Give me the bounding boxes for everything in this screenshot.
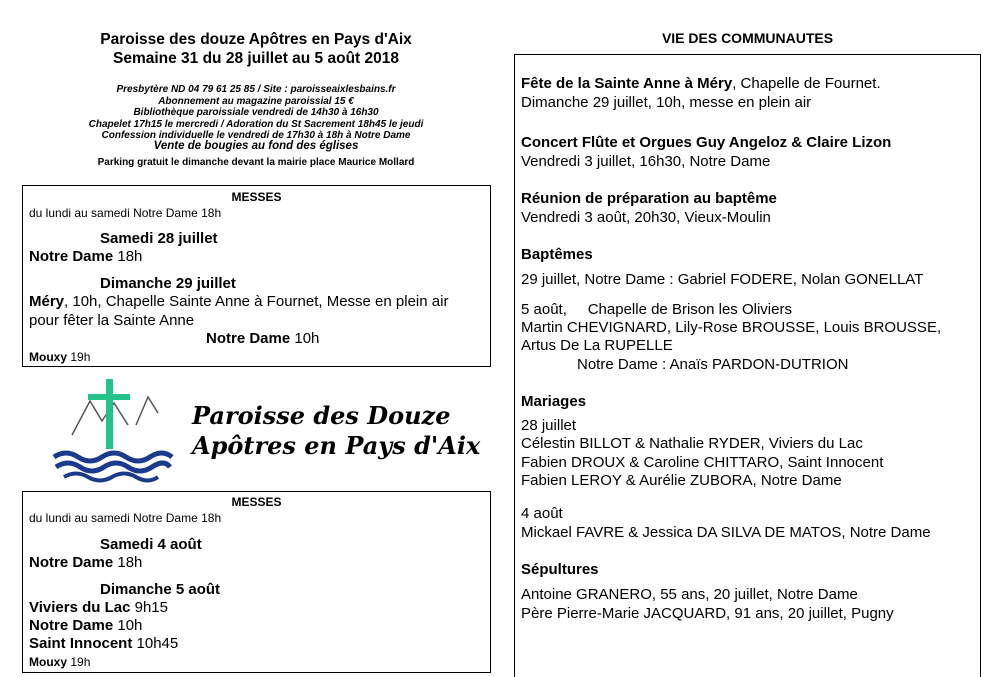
mouxy-place: Mouxy [29, 350, 68, 364]
saint-innocent-time: 10h45 [132, 635, 179, 652]
bapt-line-4: Artus De La RUPELLE [521, 337, 673, 354]
reunion-title: Réunion de préparation au baptême [521, 190, 777, 207]
fete-detail: Dimanche 29 juillet, 10h, messe en plein air [521, 94, 812, 111]
sep-line-1: Antoine GRANERO, 55 ans, 20 juillet, Notre Dame [521, 586, 858, 603]
mery-mass [29, 293, 448, 310]
fete-title: Fête de la Sainte Anne à Méry [521, 75, 733, 92]
mery-place: Méry [29, 293, 65, 310]
bapt-line-3: Martin CHEVIGNARD, Lily-Rose BROUSSE, Louis BROUSSE, [521, 319, 942, 336]
nd-time-2: 10h [113, 617, 143, 634]
mar-line-6: Mickael FAVRE & Jessica DA SILVA DE MATOS, Notre Dame [521, 524, 931, 541]
mouxy-mass [29, 350, 90, 364]
weekday-masses-2: du lundi au samedi Notre Dame 18h [29, 511, 222, 525]
saturday-mass-2 [29, 554, 142, 571]
info-confession: Confession individuelle le vendredi de 17h30 à 18h à Notre Dame [101, 130, 411, 141]
concert-detail: Vendredi 3 juillet, 16h30, Notre Dame [521, 153, 771, 170]
cross-waves-icon [50, 373, 180, 485]
sunday-title: Dimanche 29 juillet [100, 275, 236, 292]
info-candles-text: Vente de bougies au fond des églises [153, 140, 359, 152]
saint-innocent-mass [29, 635, 178, 652]
mar-line-2: Célestin BILLOT & Nathalie RYDER, Viviers du Lac [521, 435, 863, 452]
viviers-place: Viviers du Lac [29, 599, 131, 616]
nd-sunday-mass-2 [29, 617, 142, 634]
fete-place: , Chapelle de Fournet. [732, 75, 881, 92]
saint-innocent-place: Saint Innocent [29, 635, 133, 652]
mar-line-3: Fabien DROUX & Caroline CHITTARO, Saint Innocent [521, 454, 884, 471]
saturday-place-2: Notre Dame [29, 554, 114, 571]
logo-line-1: Paroisse des Douze [192, 401, 451, 430]
messes-box-week32 [22, 491, 491, 673]
mery-text: , 10h, Chapelle Sainte Anne à Fournet, Messe en plein air [64, 293, 449, 310]
communities-title: VIE DES COMMUNAUTES [661, 30, 834, 46]
sep-line-2: Père Pierre-Marie JACQUARD, 91 ans, 20 juillet, Pugny [521, 605, 894, 622]
nd-place-2: Notre Dame [29, 617, 114, 634]
mouxy-time: 19h [67, 350, 91, 364]
messes-box-week31 [22, 185, 491, 367]
saturday-time-2: 18h [113, 554, 143, 571]
nd-sunday-mass [206, 330, 319, 347]
saturday-title-2: Samedi 4 août [100, 536, 202, 553]
communities-panel [514, 54, 981, 677]
mar-line-5: 4 août [521, 505, 563, 522]
nd-place: Notre Dame [206, 330, 291, 347]
parish-logo [50, 373, 490, 485]
messes-heading: MESSES [231, 190, 282, 204]
mouxy-mass-2 [29, 655, 90, 669]
bapt-line-1: 29 juillet, Notre Dame : Gabriel FODERE, Nolan GONELLAT [521, 271, 924, 288]
mouxy-time-2: 19h [67, 655, 91, 669]
info-phone-site: Presbytère ND 04 79 61 25 85 / Site : paroisseaixlesbains.fr [116, 84, 396, 95]
saturday-place: Notre Dame [29, 248, 114, 265]
mar-line-1: 28 juillet [521, 417, 577, 434]
info-chapelet: Chapelet 17h15 le mercredi / Adoration du St Sacrement 18h45 le jeudi [88, 118, 424, 130]
viviers-mass [29, 599, 168, 616]
mery-text-2: pour fêter la Sainte Anne [29, 312, 195, 329]
nd-time: 10h [290, 330, 320, 347]
mouxy-place-2: Mouxy [29, 655, 68, 669]
parish-title: Paroisse des douze Apôtres en Pays d'Aix [100, 31, 412, 48]
bapt-line-2: 5 août, Chapelle de Brison les Oliviers [521, 301, 792, 318]
fete-heading [521, 75, 881, 92]
bapt-line-5: Notre Dame : Anaïs PARDON-DUTRION [577, 356, 849, 373]
messes-heading-2: MESSES [231, 495, 282, 509]
weekday-masses: du lundi au samedi Notre Dame 18h [29, 206, 222, 220]
saturday-time: 18h [113, 248, 143, 265]
mariages-title: Mariages [521, 393, 587, 410]
info-parking: Parking gratuit le dimanche devant la mairie place Maurice Mollard [97, 157, 415, 168]
reunion-detail: Vendredi 3 août, 20h30, Vieux-Moulin [521, 209, 771, 226]
viviers-time: 9h15 [130, 599, 168, 616]
info-library: Bibliothèque paroissiale vendredi de 14h30 à 16h30 [133, 107, 379, 118]
info-magazine: Abonnement au magazine paroissial 15 € [158, 95, 354, 107]
logo-line-2: Apôtres en Pays d'Aix [192, 431, 481, 460]
saturday-title: Samedi 28 juillet [100, 230, 218, 247]
sunday-title-2: Dimanche 5 août [100, 581, 221, 598]
mar-line-4: Fabien LEROY & Aurélie ZUBORA, Notre Dame [521, 472, 842, 489]
sepultures-title: Sépultures [521, 561, 599, 578]
week-title: Semaine 31 du 28 juillet au 5 août 2018 [112, 50, 399, 67]
concert-title: Concert Flûte et Orgues Guy Angeloz & Claire Lizon [521, 134, 892, 151]
saturday-mass [29, 248, 142, 265]
info-candles [20, 141, 492, 153]
baptemes-title: Baptêmes [521, 246, 593, 263]
